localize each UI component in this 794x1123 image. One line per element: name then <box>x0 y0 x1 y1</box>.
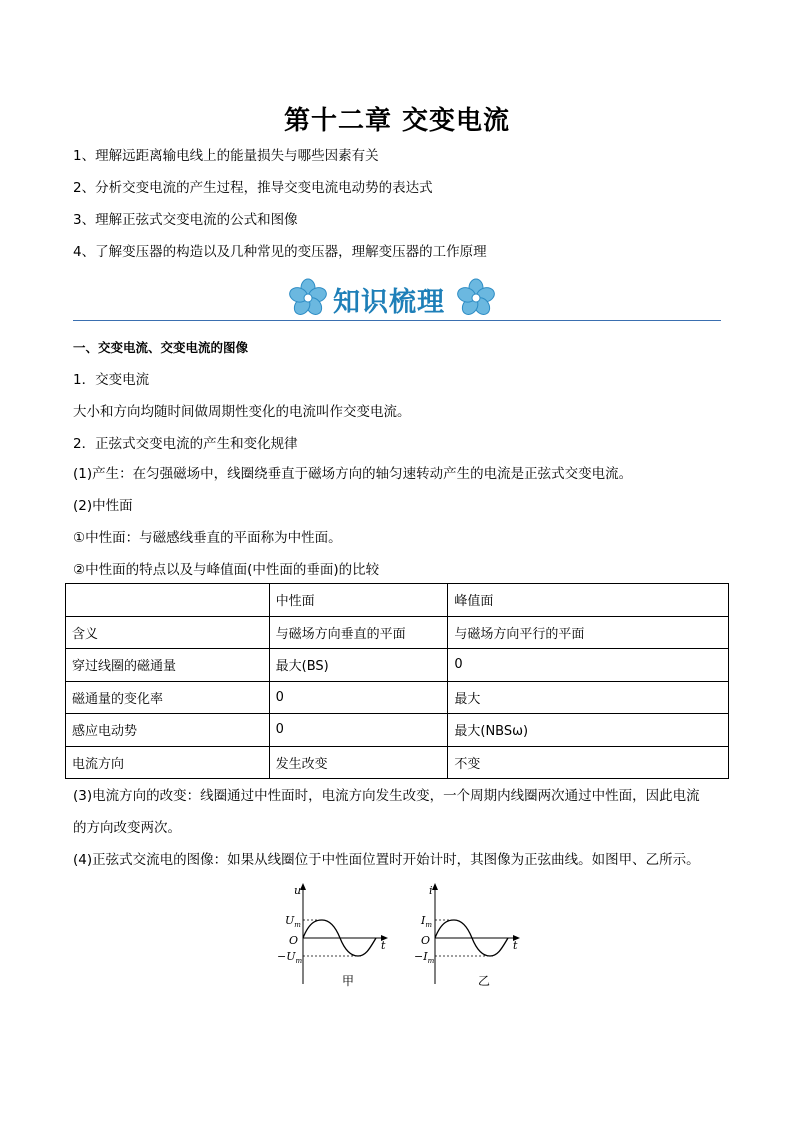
paragraph: (1)产生：在匀强磁场中，线圈绕垂直于磁场方向的轴匀速转动产生的电流是正弦式交变电流。 <box>73 466 633 482</box>
flower-icon <box>288 278 328 318</box>
paragraph: (2)中性面 <box>73 498 133 514</box>
table-header-row <box>66 584 729 617</box>
origin-label: O <box>289 934 299 947</box>
objective-1: 1、理解远距离输电线上的能量损失与哪些因素有关 <box>73 148 379 164</box>
min-label: $-I_m$ <box>414 950 435 965</box>
figure-caption: 乙 <box>478 974 491 988</box>
sine-graph-u <box>270 880 395 994</box>
y-axis-label: u <box>294 884 302 897</box>
origin-label: O <box>421 934 431 947</box>
paragraph: 大小和方向均随时间做周期性变化的电流叫作交变电流。 <box>73 404 411 420</box>
sine-graph-i <box>402 880 527 994</box>
table-cell: 含义 <box>66 616 270 649</box>
table-row <box>66 681 729 714</box>
y-axis-label: i <box>429 884 433 897</box>
comparison-table <box>65 583 729 779</box>
objective-2: 2、分析交变电流的产生过程，推导交变电流电动势的表达式 <box>73 180 433 196</box>
table-cell: 0 <box>269 681 448 714</box>
paragraph: (4)正弦式交流电的图像：如果从线圈位于中性面位置时开始计时，其图像为正弦曲线。如图甲、乙所示。 <box>73 852 700 868</box>
table-cell: 磁通量的变化率 <box>66 681 270 714</box>
table-cell: 电流方向 <box>66 746 270 779</box>
table-cell: 最大(BS) <box>269 649 448 682</box>
table-row <box>66 714 729 747</box>
figure-caption: 甲 <box>342 974 355 988</box>
table-cell: 0 <box>269 714 448 747</box>
item-heading: 2．正弦式交变电流的产生和变化规律 <box>73 436 298 452</box>
max-label: $I_m$ <box>421 914 432 929</box>
table-row <box>66 746 729 779</box>
objective-3: 3、理解正弦式交变电流的公式和图像 <box>73 212 298 228</box>
table-cell <box>66 584 270 617</box>
table-cell: 不变 <box>448 746 729 779</box>
knowledge-banner <box>288 276 503 322</box>
banner-title: 知识梳理 <box>333 287 445 318</box>
min-label: $-U_m$ <box>277 950 303 965</box>
objective-4: 4、了解变压器的构造以及几种常见的变压器，理解变压器的工作原理 <box>73 244 487 260</box>
table-row <box>66 649 729 682</box>
paragraph: (3)电流方向的改变：线圈通过中性面时，电流方向发生改变，一个周期内线圈两次通过中性面，因此电流 <box>73 788 700 804</box>
y-axis-arrow <box>432 883 438 890</box>
section-divider <box>73 320 721 321</box>
table-cell: 穿过线圈的磁通量 <box>66 649 270 682</box>
table-cell: 感应电动势 <box>66 714 270 747</box>
table-row <box>66 616 729 649</box>
paragraph: ②中性面的特点以及与峰值面(中性面的垂面)的比较 <box>73 562 380 578</box>
flower-icon <box>456 278 496 318</box>
table-cell: 峰值面 <box>448 584 729 617</box>
table-cell: 0 <box>448 649 729 682</box>
table-cell: 最大 <box>448 681 729 714</box>
paragraph: 的方向改变两次。 <box>73 820 181 836</box>
table-cell: 中性面 <box>269 584 448 617</box>
table-cell: 与磁场方向垂直的平面 <box>269 616 448 649</box>
chapter-title: 第十二章 交变电流 <box>283 106 511 136</box>
max-label: $U_m$ <box>285 914 301 929</box>
item-heading: 1．交变电流 <box>73 372 150 388</box>
table-cell: 最大(NBSω) <box>448 714 729 747</box>
table-cell: 与磁场方向平行的平面 <box>448 616 729 649</box>
section-heading: 一、交变电流、交变电流的图像 <box>73 340 249 355</box>
paragraph: ①中性面：与磁感线垂直的平面称为中性面。 <box>73 530 342 546</box>
x-axis-label: t <box>381 939 386 952</box>
x-axis-label: t <box>513 939 518 952</box>
table-cell: 发生改变 <box>269 746 448 779</box>
